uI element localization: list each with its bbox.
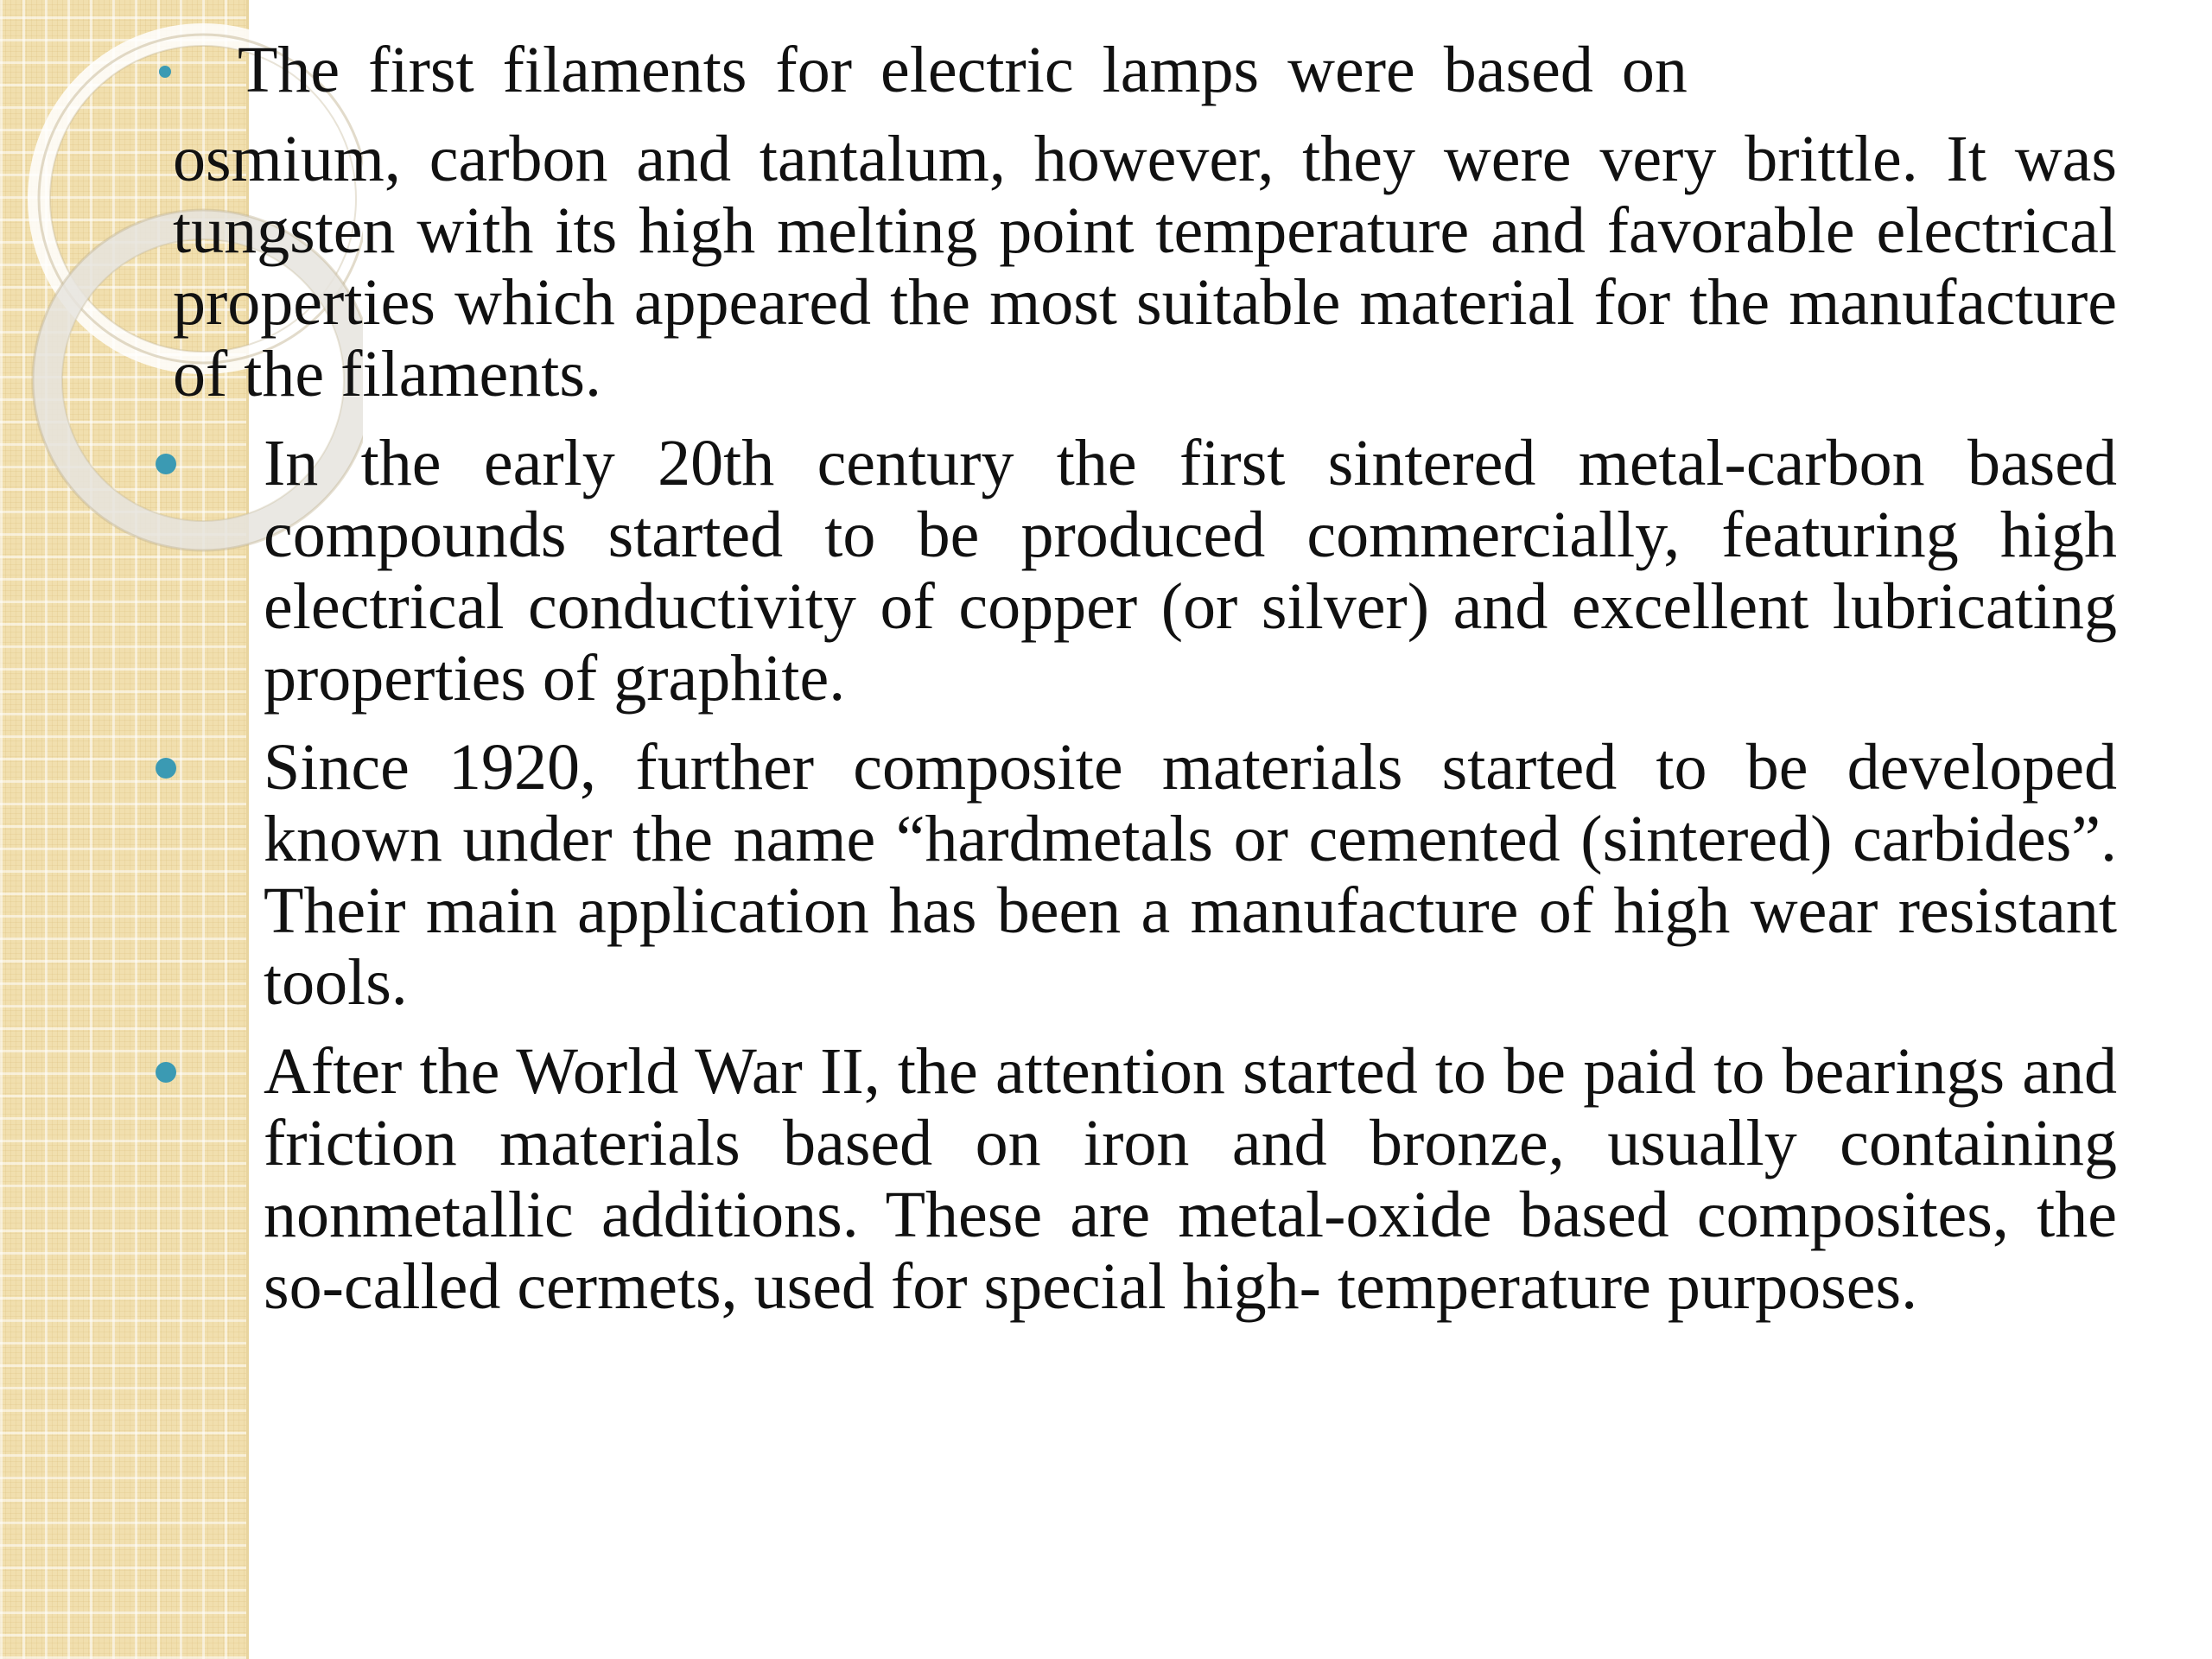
bullet-text: osmium, carbon and tantalum, however, they were very brittle. It was tungsten with its high melting point temperature and favorable electrical properties which appeared the most suitable material for the manufacture of the filaments. [173, 123, 2117, 410]
bullet-item-cermets [156, 1036, 2117, 1323]
bullet-text: After the World War II, the attention started to be paid to bearings and friction materials based on iron and bronze, usually containing nonmetallic additions. These are metal-oxide based composites, the so-called cermets, used for special high- temperature purposes. [264, 1035, 2117, 1323]
bullet-list [156, 35, 2117, 1323]
bullet-first-line: The first filaments for electric lamps were based on [238, 34, 1688, 106]
bullet-item-sintered-compounds [156, 428, 2117, 715]
bullet-text: Since 1920, further composite materials started to be developed known under the name “hardmetals or cemented (sintered) carbides”. Their main application has been a manufacture of high wear resistant tools. [264, 731, 2117, 1019]
bullet-item-filaments [156, 35, 2117, 410]
bullet-dot-icon [156, 454, 176, 474]
bullet-dot-icon [156, 1062, 176, 1083]
bullet-text: In the early 20th century the first sintered metal-carbon based compounds started to be produced commercially, featuring high electrical conductivity of copper (or silver) and excellent lubricating properties of graphite. [264, 427, 2117, 715]
bullet-dot-icon [159, 66, 171, 78]
bullet-dot-icon [156, 758, 176, 779]
bullet-item-hardmetals [156, 732, 2117, 1019]
